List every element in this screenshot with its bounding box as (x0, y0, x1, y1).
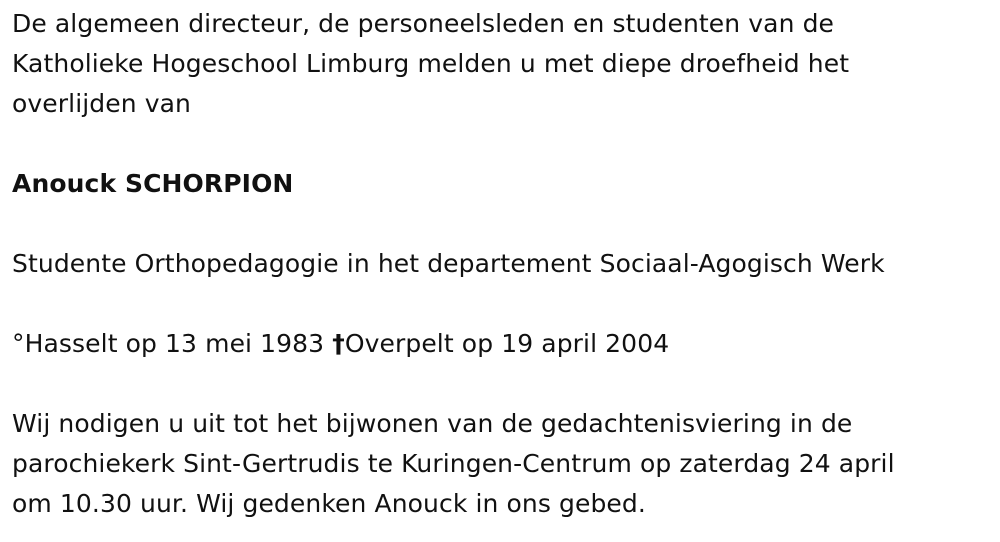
spacer (12, 364, 992, 404)
dagger-icon: † (332, 329, 345, 358)
invitation-text: Wij nodigen u uit tot het bijwonen van de gedachtenisviering in de parochiekerk Sint-Gertrudis te Kuringen-Centrum op zaterdag 24 april om 10.30 uur. Wij gedenken Anouck in ons gebed. (12, 409, 895, 518)
study-program: Studente Orthopedagogie in het departement Sociaal-Agogisch Werk (12, 249, 885, 278)
death-notice (12, 4, 992, 524)
spacer (12, 204, 992, 244)
life-dates (12, 324, 992, 364)
spacer (12, 124, 992, 164)
birth-info: °Hasselt op 13 mei 1983 (12, 329, 333, 358)
deceased-name: Anouck SCHORPION (12, 169, 294, 198)
intro-text: De algemeen directeur, de personeelsleden en studenten van de Katholieke Hogeschool Limburg melden u met diepe droefheid het overlijden van (12, 9, 850, 118)
spacer (12, 284, 992, 324)
death-info: Overpelt op 19 april 2004 (344, 329, 670, 358)
